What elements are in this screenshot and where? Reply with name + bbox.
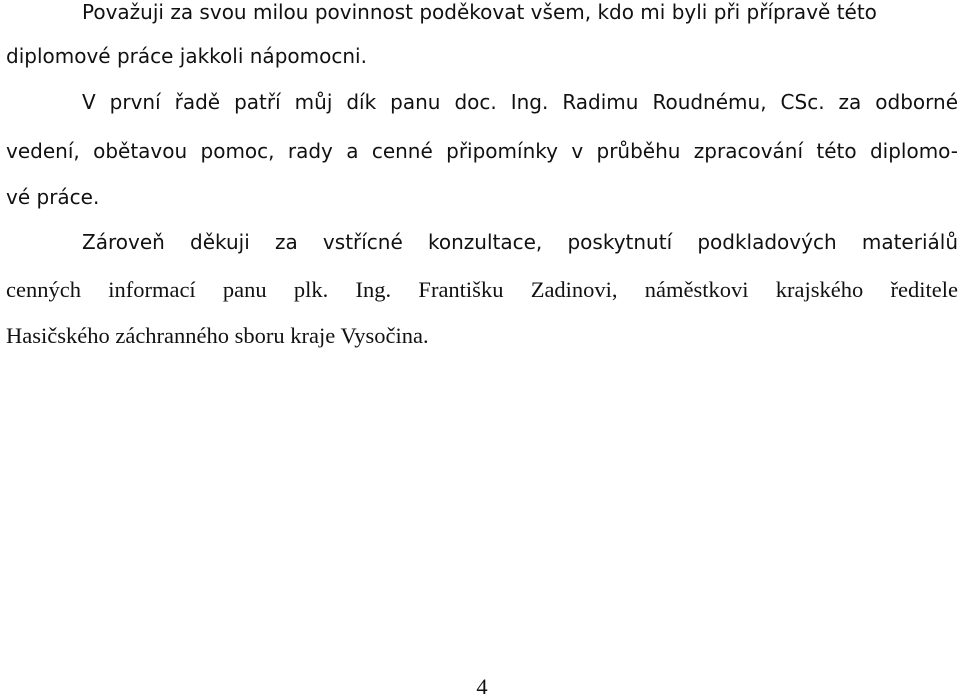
paragraph-1-line-1: Považuji za svou milou povinnost poděkovat všem, kdo mi byli při přípravě této <box>82 0 877 24</box>
paragraph-1-line-2: diplomové práce jakkoli nápomocni. <box>6 44 367 68</box>
paragraph-3-line-3: Hasičského záchranného sboru kraje Vysočina. <box>6 323 429 348</box>
paragraph-3-line-1: Zároveň děkuji za vstřícné konzultace, poskytnutí podkladových materiálů <box>82 230 958 254</box>
paragraph-2-line-2: vedení, obětavou pomoc, rady a cenné připomínky v průběhu zpracování této diplomo- <box>6 139 958 163</box>
paragraph-2-line-3: vé práce. <box>6 185 100 209</box>
page-number: 4 <box>476 674 488 696</box>
paragraph-2-line-1: V první řadě patří můj dík panu doc. Ing. Radimu Roudnému, CSc. za odborné <box>82 90 958 114</box>
paragraph-3-line-2: cenných informací panu plk. Ing. Františku Zadinovi, náměstkovi krajského ředitele <box>6 277 958 302</box>
